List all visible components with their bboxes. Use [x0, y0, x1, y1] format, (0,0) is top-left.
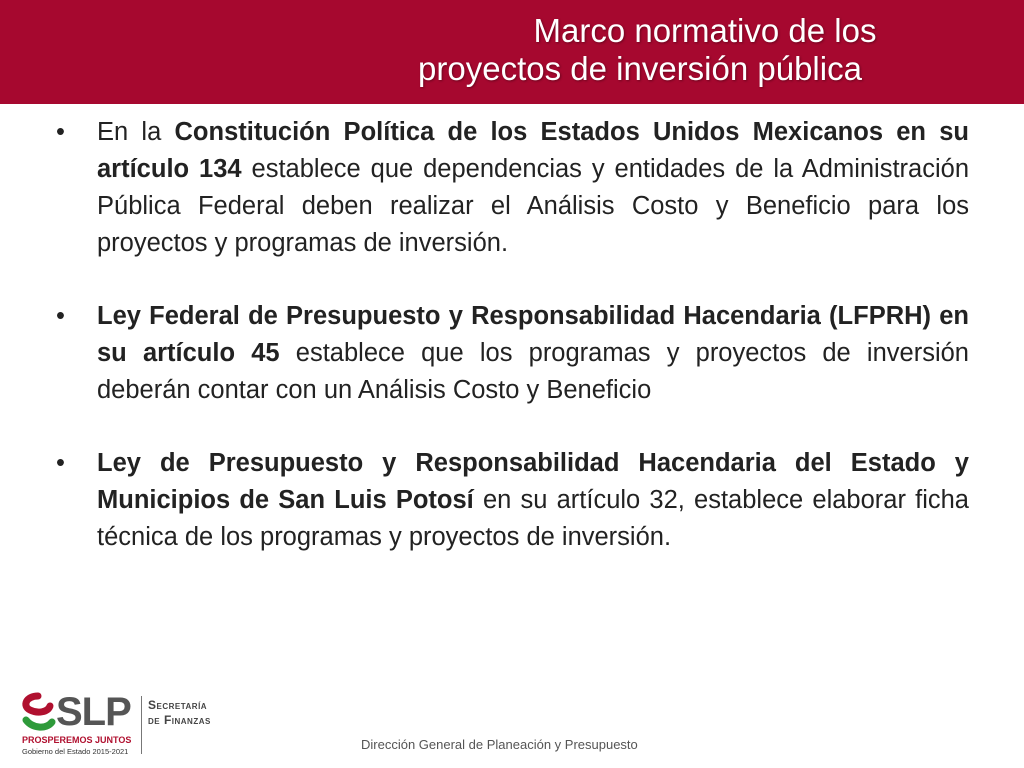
bullet-text-rest: establece que los programas y proyectos de inversión deberán contar con un Análisis Costo y Beneficio — [97, 339, 969, 404]
slide-title-line-1: Marco normativo de los — [533, 12, 877, 49]
bullet-item-lfprh — [52, 298, 969, 409]
bullet-list — [52, 114, 969, 592]
slp-logo — [18, 690, 228, 760]
bullet-item-constitucion — [52, 114, 969, 262]
bullet-text-rest: en su artículo 32, establece elaborar ficha técnica de los programas y proyectos de inversión. — [97, 486, 969, 551]
bullet-icon: • — [56, 118, 65, 146]
bullet-icon: • — [56, 302, 65, 330]
bullet-bold-text: Constitución Política de los Estados Unidos Mexicanos en su artículo 134 — [97, 118, 969, 183]
logo-tagline: PROSPEREMOS JUNTOS — [22, 735, 132, 745]
bullet-text-lead: En la — [97, 118, 175, 146]
logo-secretaria — [148, 698, 211, 728]
bullet-text-rest: establece que dependencias y entidades de la Administración Pública Federal deben realizar el Análisis Costo y Beneficio para los proyectos y programas de inversión. — [97, 155, 970, 257]
bullet-icon: • — [56, 449, 65, 477]
logo-secretaria-line-1: Secretaría — [148, 698, 208, 712]
bullet-bold-text: Ley Federal de Presupuesto y Responsabilidad Hacendaria (LFPRH) en su artículo 45 — [97, 302, 969, 367]
logo-divider — [141, 696, 142, 754]
slide-title — [290, 12, 990, 88]
bullet-bold-text: Ley de Presupuesto y Responsabilidad Hacendaria del Estado y Municipios de San Luis Potosí — [97, 449, 969, 514]
logo-secretaria-line-2: de Finanzas — [148, 713, 211, 727]
logo-government-period: Gobierno del Estado 2015-2021 — [22, 747, 129, 756]
slide-title-line-2: proyectos de inversión pública — [418, 50, 862, 87]
bullet-item-ley-estatal — [52, 445, 969, 556]
logo-slp-text: SLP — [56, 690, 131, 734]
slp-swirl-icon — [18, 692, 58, 736]
footer-text: Dirección General de Planeación y Presupuesto — [361, 737, 638, 752]
